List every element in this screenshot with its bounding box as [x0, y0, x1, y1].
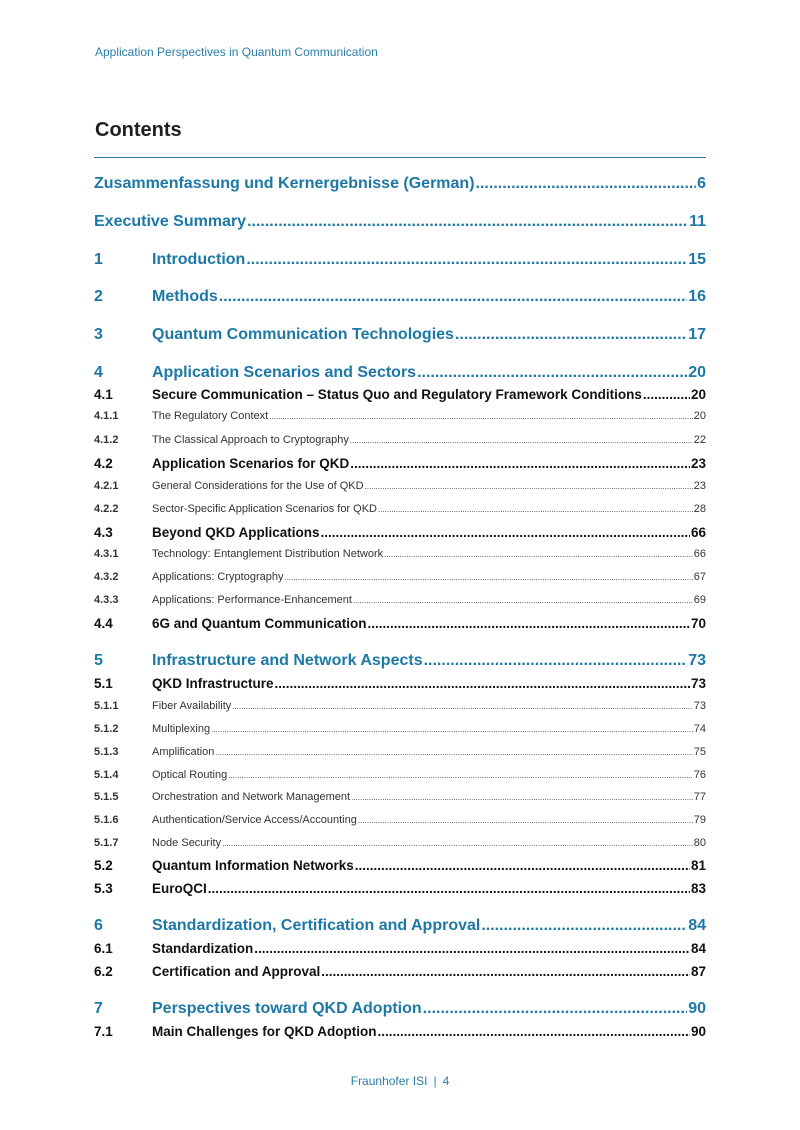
toc-entry-number: 4.2.1	[94, 480, 119, 492]
toc-entry-label: Standardization, Certification and Approval	[152, 917, 481, 934]
toc-entry-number: 5.3	[94, 881, 113, 896]
toc-dot-leader	[365, 480, 693, 492]
toc-dot-leader	[355, 858, 690, 873]
running-header: Application Perspectives in Quantum Communication	[95, 45, 378, 59]
page-footer	[0, 1074, 800, 1088]
toc-entry-label: Secure Communication – Status Quo and Regulatory Framework Conditions	[152, 387, 642, 402]
toc-dot-leader	[321, 525, 690, 540]
toc-entry-page: 73	[693, 700, 706, 712]
toc-entry[interactable]	[94, 480, 706, 492]
toc-dot-leader	[476, 175, 697, 193]
toc-dot-leader	[350, 434, 693, 446]
toc-dot-leader	[424, 652, 688, 670]
toc-entry-label: Beyond QKD Applications	[152, 525, 320, 540]
toc-entry-label: Amplification	[152, 746, 215, 758]
toc-dot-leader	[321, 964, 690, 979]
toc-entry[interactable]	[94, 652, 706, 670]
toc-entry-page: 20	[688, 364, 706, 381]
toc-dot-leader	[215, 746, 692, 758]
toc-entry-page: 16	[688, 288, 706, 305]
toc-entry[interactable]	[94, 326, 706, 344]
toc-entry-label: Methods	[152, 288, 218, 305]
toc-entry-label: Node Security	[152, 837, 222, 849]
toc-entry[interactable]	[94, 814, 706, 826]
toc-entry-page: 90	[688, 1000, 706, 1017]
toc-entry[interactable]	[94, 213, 706, 231]
toc-entry-label: Orchestration and Network Management	[152, 791, 351, 803]
toc-entry[interactable]	[94, 1024, 706, 1039]
toc-entry[interactable]	[94, 434, 706, 446]
footer-page-number: 4	[442, 1074, 450, 1088]
page-title: Contents	[95, 119, 182, 141]
footer-separator: |	[433, 1074, 437, 1088]
toc-entry-number: 4	[94, 364, 103, 381]
toc-entry-number: 6.1	[94, 941, 113, 956]
toc-entry-label: General Considerations for the Use of QKD	[152, 480, 364, 492]
toc-entry-label: Executive Summary	[94, 213, 247, 230]
toc-entry-page: 66	[690, 525, 706, 540]
toc-entry[interactable]	[94, 941, 706, 956]
toc-entry[interactable]	[94, 858, 706, 873]
toc-entry[interactable]	[94, 525, 706, 540]
toc-entry-label: Authentication/Service Access/Accounting	[152, 814, 357, 826]
toc-entry[interactable]	[94, 791, 706, 803]
toc-entry-page: 23	[690, 456, 706, 471]
toc-entry[interactable]	[94, 548, 706, 560]
toc-entry-label: The Regulatory Context	[152, 410, 269, 422]
toc-entry-page: 73	[690, 676, 706, 691]
toc-entry-label: Quantum Information Networks	[152, 858, 354, 873]
toc-dot-leader	[481, 917, 687, 935]
toc-entry[interactable]	[94, 387, 706, 402]
toc-entry-number: 4.1.2	[94, 434, 119, 446]
toc-dot-leader	[222, 837, 693, 849]
toc-entry-page: 73	[688, 652, 706, 669]
toc-entry-page: 87	[690, 964, 706, 979]
toc-entry-number: 4.2.2	[94, 503, 119, 515]
toc-dot-leader	[417, 364, 687, 382]
toc-dot-leader	[643, 387, 690, 402]
toc-entry-number: 5.1.7	[94, 837, 119, 849]
toc-entry-label: Introduction	[152, 251, 246, 268]
toc-dot-leader	[219, 288, 687, 306]
toc-dot-leader	[353, 594, 693, 606]
toc-entry[interactable]	[94, 746, 706, 758]
toc-entry-page: 66	[693, 548, 706, 560]
toc-entry-label: Standardization	[152, 941, 254, 956]
toc-entry[interactable]	[94, 881, 706, 896]
toc-entry-number: 6.2	[94, 964, 113, 979]
toc-entry[interactable]	[94, 917, 706, 935]
toc-entry-number: 4.3.2	[94, 571, 119, 583]
toc-entry-page: 67	[693, 571, 706, 583]
toc-entry-label: Application Scenarios for QKD	[152, 456, 350, 471]
footer-publisher: Fraunhofer ISI	[350, 1074, 428, 1088]
toc-entry-page: 20	[693, 410, 706, 422]
toc-entry[interactable]	[94, 571, 706, 583]
toc-entry-label: Application Scenarios and Sectors	[152, 364, 417, 381]
toc-entry-number: 7.1	[94, 1024, 113, 1039]
toc-entry-label: Infrastructure and Network Aspects	[152, 652, 423, 669]
toc-entry-label: Sector-Specific Application Scenarios for QKD	[152, 503, 377, 515]
toc-dot-leader	[358, 814, 693, 826]
toc-entry-label: Perspectives toward QKD Adoption	[152, 1000, 422, 1017]
toc-entry-page: 11	[689, 213, 706, 230]
toc-entry-label: Applications: Performance-Enhancement	[152, 594, 352, 606]
toc-entry-number: 5.1.6	[94, 814, 119, 826]
toc-dot-leader	[247, 213, 688, 231]
toc-dot-leader	[275, 676, 690, 691]
toc-entry[interactable]	[94, 288, 706, 306]
toc-entry-page: 17	[688, 326, 706, 343]
toc-entry-label: EuroQCI	[152, 881, 207, 896]
toc-entry-number: 3	[94, 326, 103, 343]
toc-entry-page: 23	[693, 480, 706, 492]
toc-dot-leader	[350, 456, 690, 471]
toc-dot-leader	[284, 571, 692, 583]
toc-entry-label: Quantum Communication Technologies	[152, 326, 454, 343]
toc-entry-number: 4.3.3	[94, 594, 119, 606]
toc-entry-page: 80	[693, 837, 706, 849]
toc-entry-page: 22	[693, 434, 706, 446]
toc-entry-page: 28	[693, 503, 706, 515]
title-divider	[94, 157, 706, 158]
toc-dot-leader	[208, 881, 690, 896]
toc-entry[interactable]	[94, 723, 706, 735]
toc-entry-label: 6G and Quantum Communication	[152, 616, 367, 631]
toc-dot-leader	[232, 700, 692, 712]
toc-entry-number: 6	[94, 917, 103, 934]
toc-entry-page: 74	[693, 723, 706, 735]
toc-entry[interactable]	[94, 964, 706, 979]
toc-entry-number: 4.1.1	[94, 410, 119, 422]
toc-entry[interactable]	[94, 769, 706, 781]
toc-entry-page: 15	[688, 251, 706, 268]
toc-entry-page: 6	[697, 175, 706, 192]
toc-entry-label: Applications: Cryptography	[152, 571, 284, 583]
toc-entry-page: 84	[690, 941, 706, 956]
toc-entry-label: Main Challenges for QKD Adoption	[152, 1024, 377, 1039]
toc-dot-leader	[455, 326, 687, 344]
toc-entry-label: Certification and Approval	[152, 964, 321, 979]
toc-entry-page: 81	[690, 858, 706, 873]
toc-dot-leader	[378, 1024, 690, 1039]
toc-entry-page: 20	[690, 387, 706, 402]
toc-entry[interactable]	[94, 594, 706, 606]
toc-entry-label: Technology: Entanglement Distribution Network	[152, 548, 384, 560]
toc-entry-number: 4.2	[94, 456, 113, 471]
toc-entry-page: 76	[693, 769, 706, 781]
toc-dot-leader	[351, 791, 693, 803]
toc-entry-number: 2	[94, 288, 103, 305]
toc-entry[interactable]	[94, 1000, 706, 1018]
toc-entry[interactable]	[94, 676, 706, 691]
toc-entry-number: 4.4	[94, 616, 113, 631]
toc-entry-number: 5.1.2	[94, 723, 119, 735]
toc-entry-label: The Classical Approach to Cryptography	[152, 434, 349, 446]
toc-entry-label: QKD Infrastructure	[152, 676, 274, 691]
toc-entry[interactable]	[94, 700, 706, 712]
toc-entry-page: 90	[690, 1024, 706, 1039]
toc-entry[interactable]	[94, 251, 706, 269]
toc-entry-number: 5.1.3	[94, 746, 119, 758]
toc-entry-page: 83	[690, 881, 706, 896]
toc-dot-leader	[269, 410, 693, 422]
toc-entry-number: 4.3.1	[94, 548, 119, 560]
toc-entry[interactable]	[94, 837, 706, 849]
toc-entry-page: 70	[690, 616, 706, 631]
toc-entry-number: 1	[94, 251, 103, 268]
toc-dot-leader	[378, 503, 693, 515]
toc-entry-number: 4.3	[94, 525, 113, 540]
toc-entry-label: Optical Routing	[152, 769, 228, 781]
toc-entry-page: 69	[693, 594, 706, 606]
toc-entry-number: 7	[94, 1000, 103, 1017]
toc-entry-number: 5.2	[94, 858, 113, 873]
toc-entry-page: 75	[693, 746, 706, 758]
toc-dot-leader	[228, 769, 693, 781]
toc-dot-leader	[254, 941, 690, 956]
toc-entry[interactable]	[94, 410, 706, 422]
toc-entry-label: Fiber Availability	[152, 700, 232, 712]
toc-entry-number: 5.1.4	[94, 769, 119, 781]
toc-entry[interactable]	[94, 503, 706, 515]
toc-entry-number: 5.1.1	[94, 700, 119, 712]
toc-entry-page: 77	[693, 791, 706, 803]
toc-entry-label: Zusammenfassung und Kernergebnisse (German)	[94, 175, 475, 192]
toc-entry[interactable]	[94, 616, 706, 631]
toc-dot-leader	[246, 251, 687, 269]
toc-dot-leader	[368, 616, 690, 631]
toc-entry-number: 5.1.5	[94, 791, 119, 803]
toc-dot-leader	[384, 548, 693, 560]
toc-entry-number: 5	[94, 652, 103, 669]
toc-dot-leader	[423, 1000, 688, 1018]
toc-dot-leader	[211, 723, 693, 735]
toc-entry-number: 4.1	[94, 387, 113, 402]
toc-entry-page: 84	[688, 917, 706, 934]
toc-entry-number: 5.1	[94, 676, 113, 691]
toc-entry-page: 79	[693, 814, 706, 826]
toc-entry[interactable]	[94, 364, 706, 382]
toc-entry-label: Multiplexing	[152, 723, 211, 735]
toc-entry[interactable]	[94, 456, 706, 471]
toc-entry[interactable]	[94, 175, 706, 193]
